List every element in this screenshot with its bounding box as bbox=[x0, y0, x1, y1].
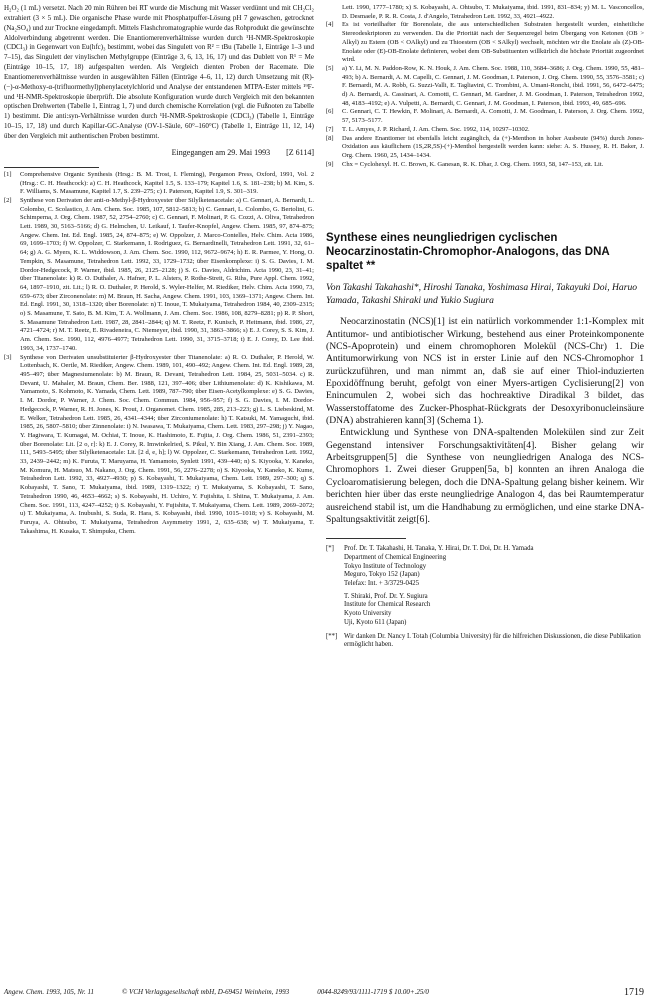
reference-item bbox=[4, 171, 314, 197]
address-line: Telefax: Int. + 3/3729-0425 bbox=[344, 580, 420, 588]
page-number: 1719 bbox=[624, 986, 644, 998]
footer-code: 0044-8249/93/1111-1719 $ 10.00+.25/0 bbox=[317, 988, 429, 996]
received-code: [Z 6114] bbox=[286, 147, 314, 157]
footnote-acknowledgement bbox=[326, 633, 644, 650]
footnote-mark: [*] bbox=[326, 545, 334, 553]
body-paragraph-2: Entwicklung und Synthese von DNA-spaltenden Molekülen sind zur Zeit Gegenstand intensiver Forschungsaktivitäten[4]. Bisher gelang wir Arbeitsgruppen[5] die Synthese von neungliedrigen Analoga des NCS-Chromophors 1. Zwei dieser Gruppen[5a, b] konnten an ihren Analoga die Cycloaromatisierung belegen, doch die DNA-Spaltung gelang bisher keinem. Wir berichten hier über das erste neungliedrige Analogon 4, das bei Raumtemperatur ausreichend stabil ist, um die Handhabung zu ermöglichen, und eine starke DNA-Spaltungsaktivität zeigt[6]. bbox=[326, 427, 644, 525]
address-line: Tokyo Institute of Technology bbox=[344, 562, 427, 570]
reference-item bbox=[4, 197, 314, 354]
footnote-address bbox=[326, 554, 644, 628]
footnote-authors bbox=[326, 545, 644, 554]
footnote-divider bbox=[326, 538, 406, 539]
reference-text: Chx = Cyclohexyl. H. C. Brown, K. Ganesan, R. K. Dhar, J. Org. Chem. 1993, 58, 147–153, zit. Lit. bbox=[342, 160, 604, 168]
experimental-text: H₂O₂ (1 mL) versetzt. Nach 20 min Rühren bei RT wurde die Mischung mit Wasser verdünnt und mit CH₂Cl₂ extrahiert (3 × 5 mL). Die organische Phase wurde mit Phosphatpuffer-Lösung pH 7 gewaschen, getrocknet (Na₂SO₄) und zur Trockne eingedampft. Mittels Flashchromatographie wurde das Rohprodukt die gewünschte Aldolverbindung abgetrennt werden. Die Enantiomerenverhältnisse wurden durch ¹H-NMR-Spektroskopie (CDCl₃) in Gegenwart von Eu(hfc)₃ bestimmt, wobei das Singulett von R² = tBu (Tabelle 1, Einträge 1–3 und 7–15), das Singulett der vinylischen Methylgruppe (Einträge 3, 6, 13, 16, 17) und das Dublett von R¹ = Me (Einträge 10–15, 17, 18) aufgespalten werden. Als Vergleich dienten Proben der Racemate. Die Enantiomerenverhältnisse wurden in ausgewählten Fällen (Einträge 4–6, 11, 12) durch Umsetzung mit (R)-(−)-α-Methoxy-α-(trifluormethyl)phenylacetylchlorid und Analyse der entstandenen MTPA-Ester mittels ¹⁹F- und ¹H-NMR-Spektroskopie überprüft. Die absolute Konfiguration wurde durch Vergleich mit den bekannten optischen Drehwerten (Tabelle 1, Eintrag 1, 7) und durch chemische Korrelation (vgl. die Fußnoten zu Tabelle 1) bestimmt. Die anti:syn-Verhältnisse wurden durch ¹H-NMR-Spektroskopie (CDCl₃) (Tabelle 1, Einträge 10–15, 17, 18) und durch Kapillar-GC-Analyse (OV-1-Säule, 60°–160°C) (Tabelle 1, Einträge 11, 12, 14) über den Vergleich mit authentischen Proben bestimmt. bbox=[4, 4, 314, 140]
reference-number: [7] bbox=[326, 125, 334, 133]
references-divider bbox=[4, 167, 99, 168]
body-paragraph-1: Neocarzinostatin (NCS)[1] ist ein natürlich vorkommender 1:1-Komplex mit Antitumor- und antibiotischer Wirkung, bestehend aus einer Proteinkomponente (NCS-Apoprotein) und einem chromophoren Molekül (NCS-Chr) 1. Die Antitumorwirkung von NCS ist in erster Linie auf den NCS-Chromophor 1 zurückzuführen, und man nimmt an, daß sie auf einer Thiol-induzierten Epoxidöffnung beruht, gefolgt von einer Myers-artigen Cyclisierung[2] von Enincumulen 2, wobei sich das hochreaktive Diradikal 3 bildet, das Wasserstoffatome des Zucker-Phosphat-Rückgrats der Desoxyribonucleinsäure (DNA) abstrahieren kann[3] (Schema 1). bbox=[326, 316, 644, 427]
address-line: Meguro, Tokyo 152 (Japan) bbox=[344, 571, 420, 579]
received-line bbox=[4, 148, 314, 157]
address-line: Institute for Chemical Research bbox=[344, 601, 431, 609]
reference-item bbox=[326, 126, 644, 135]
reference-text: Es ist vorteilhafter für Borenolate, die aus unterschiedlichen Substraten hergestellt wurden, einheitliche Stereodeskriptoren zu verwenden. Da die Priorität nach der Sequenzregel beim Übergang von Ketonen (OB > Alkyl) zu Estern (OB < OAlkyl) und zu Thioestern (OB < SAlkyl) wechselt, möchten wir die Enolate als (Z)-OB-Enolate oder (E)-OB-Enolate definieren, wobei dem OB-Substituenten willkürlich die höchste Priorität zugeordnet wird. bbox=[342, 21, 644, 64]
footer-journal: Angew. Chem. 1993, 105, Nr. 11 bbox=[4, 988, 94, 996]
reference-number: [6] bbox=[326, 108, 334, 116]
reference-item bbox=[326, 65, 644, 109]
reference-text: C. Gennari, C. T. Hewkin, F. Molinari, A. Bernardi, A. Comotti, J. M. Goodman, I. Paterson, J. Org. Chem. 1992, 57, 5173–5177. bbox=[342, 108, 644, 125]
reference-number: [1] bbox=[4, 170, 12, 178]
right-column bbox=[326, 4, 644, 650]
reference-item bbox=[326, 135, 644, 161]
address-line: Department of Chemical Engineering bbox=[344, 553, 447, 561]
address-line: T. Shiraki, Prof. Dr. Y. Sugiura bbox=[344, 592, 428, 600]
reference-text: Das andere Enantiomer ist ebenfalls leicht zugänglich, da (+)-Menthon in hoher Ausbeute (94%) durch Jones-Oxidation aus käuflichem (1S,2R,5S)-(+)-Menthol hergestellt werden kann: siehe: A. S. Hussey, R. H. Baker, J. Org. Chem. 1960, 25, 1434–1434. bbox=[342, 134, 644, 159]
reference-number: [9] bbox=[326, 160, 334, 168]
reference-number: [5] bbox=[326, 64, 334, 72]
reference-item bbox=[326, 108, 644, 125]
footnote-line: Prof. Dr. T. Takahashi, H. Tanaka, Y. Hirai, Dr. T. Doi, Dr. H. Yamada bbox=[344, 545, 534, 553]
reference-number: [3] bbox=[4, 353, 12, 361]
article-authors: Von Takashi Takahashi*, Hiroshi Tanaka, Yoshimasa Hirai, Takayuki Doi, Haruo Yamada, Takashi Shiraki und Yukio Sugiura bbox=[326, 282, 638, 306]
reference-text: Synthese von Derivaten unsubstituierter β-Hydroxyester über Titanenolate: a) R. O. Duthaler, P. Herold, W. Lottenbach, K. Oertle, M. Riediker, Angew. Chem. 1989, 101, 490–492; Angew. Chem. Int. Ed. Engl. 1989, 28, 495–497; über Magnesiumenolate: b) M. Braun, R. Devant, Tetrahedron Lett. 1984, 25, 5031–5034. c) R. Devant, U. Mahaler, M. Braun, Chem. Ber. 1988, 121, 397–406; über Lithiumenolate: d) K. Kishikawa, M. Yamamoto, S. Kohmoto, K. Yamada, Chem. Lett. 1989, 787–790; über Eisen-Acetylkomplexe: e) S. G. Davies, I. M. Dordor, P. Warner, J. Chem. Soc. Chem. Commun. 1984, 956–957; f) S. G. Davies, I. M. Dordor-Hedgecock, P. Warner, R. H. Jones, K. Prout, J. Organomet. Chem. 1985, 285, 213–223; g) L. S. Liebeskind, M. E. Welker, Tetrahedron Lett. 1985, 26, 4341–4344; über Zirconiumenolate: h) T. Katsuki, M. Yamaguchi, ibid. 1985, 26, 5807–5810; über Zinnenolate: i) N. Iwasawa, T. Mukaiyama, Chem. Lett. 1983, 297–298; j) Y. Nagao, Y. Hagiwara, T. Kumagai, M. Ochiai, T. Inoue, K. Hashimoto, E. Fujita, J. Org. Chem. 1986, 51, 2391–2393; über Borenolate: Lit. [2 o, r]: k) E. J. Corey, R. Imwinkelried, S. Pikul, Y. Bin Xiang, J. Am. Chem. Soc. 1989, 111, 5493–5495; über Silylketenacetale: Lit. [2 d, e, h]; l) W. Oppolzer, C. Starkemann, Tetrahedron Lett. 1992, 33, 2439–2442; m) K. Furuta, T. Maruyama, H. Yamamoto, Synlett 1991, 439–440; n) S. Kiyooka, Y. Kaneko, M. Komura, H. Matsuo, M. Nakano, J. Org. Chem. 1991, 56, 2276–2278; o) S. Kiyooka, Y. Kaneko, K. Kume, Tetrahedron Lett. 1992, 33, 4927–4930; p) S. Kobayashi, T. Mukaiyama, Chem. Lett. 1989, 297–300; q) S. Kobayashi, T. Sano, T. Mukaiyama, ibid. 1989, 1319–1322; r) T. Mukaiyama, S. Kobayashi, T. Sano, Tetrahedron 1990, 46, 4653–4662; s) S. Kobayashi, H. Uchiro, Y. Fujishita, I. Shiina, T. Mukaiyama, J. Am. Chem. Soc. 1991, 113, 4247–4252; t) S. Kobayashi, Y. Fujishita, T. Mukaiyama, Chem. Lett. 1989, 2069–2072; u) T. Mukaiyama, A. Inubushi, S. Suda, R. Hara, S. Kobayashi, ibid. 1990, 1015–1018; v) S. Kobayashi, M. Furuya, A. Ohtsubo, T. Mukaiyama, Tetrahedron Asymmetry 1991, 2, 635–638; w) T. Mukaiyama, T. Takashima, H. Kusaka, T. Shimpuku, Chem. bbox=[20, 353, 314, 535]
reference-item bbox=[326, 161, 644, 170]
reference-text: Lett. 1990, 1777–1780; x) S. Kobayashi, A. Ohtsubo, T. Mukaiyama, ibid. 1991, 831–834; y) M. L. Vasconcellos, D. Desmaele, P. R. R. Costa, J. d'Angelo, Tetrahedron Lett. 1992, 33, 4921–4922. bbox=[342, 4, 644, 20]
reference-number: [2] bbox=[4, 196, 12, 204]
reference-text: Comprehensive Organic Synthesis (Hrsg.: B. M. Trost, I. Fleming), Pergamon Press, Oxford, 1991, Vol. 2 (Hrsg.: C. H. Heathcock): a) C. H. Heathcock, Kapitel 1.5, S. 133–179; Kapitel 1.6, S. 181–238; b) M. Kim, S. F. Williams, S. Masamune, Kapitel 1.7, S. 239–275; c) I. Paterson, Kapitel 1.9, S. 301–319. bbox=[20, 170, 314, 196]
footnote-text: Wir danken Dr. Nancy I. Totah (Columbia University) für die hilfreichen Diskussionen, die diese Publikation ermöglicht haben. bbox=[344, 632, 641, 649]
footer-publisher: © VCH Verlagsgesellschaft mbH, D-69451 Weinheim, 1993 bbox=[121, 988, 290, 996]
reference-number: [8] bbox=[326, 134, 334, 142]
reference-item bbox=[326, 21, 644, 65]
reference-text: T. L. Amyes, J. P. Richard, J. Am. Chem. Soc. 1992, 114, 10297–10302. bbox=[342, 125, 530, 133]
reference-item bbox=[4, 354, 314, 537]
reference-number bbox=[326, 4, 342, 21]
reference-text: Synthese von Derivaten der anti-α-Methyl-β-Hydroxyester über Silylketenacetale: a) C. Gennari, A. Bernardi, L. Colombo, C. Scolastico, J. Am. Chem. Soc. 1985, 107, 5812–5813; b) C. Gennari, L. Colombo, G. Bertolini, G. Schimperna, J. Org. Chem. 1987, 52, 2754–2760; c) C. Gennari, F. Molinari, P. G. Cozzi, A. Oliva, Tetrahedron Lett. 1989, 30, 5163–5166; d) G. Helmchen, U. Leikauf, I. Taufer-Knopfel, Angew. Chem. 1985, 97, 874–875; Angew. Chem. Int. Ed. Engl. 1985, 24, 874–875; e) W. Oppolzer, J. Marco-Contelles, Helv. Chim. Acta 1986, 69, 1699–1703; f) W. Oppolzer, C. Starkemann, I. Rodriguez, G. Bernardinelli, Tetrahedron Lett. 1991, 32, 61–64; g) A. G. Myers, K. L. Widdowson, J. Am. Chem. Soc. 1990, 112, 9672–9674; h) E. R. Parmee, Y. Hong, O. Tempkin, S. Masamune, Tetrahedron Lett. 1992, 33, 1729–1732; über Eisenkomplexe: i) S. G. Davies, I. M. Dordor-Hedgecock, P. Warner, ibid. 1985, 26, 2125–2128; j) S. G. Davies, Aldrichim. Acta 1990, 23, 31–41; über Titanenolate: k) R. O. Duthaler, A. Hafner, P. L. Alsters, P. Rothe-Streit, G. Rihs, Pure Appl. Chem. 1992, 64, 1897–1910, zit. Lit.; l) R. O. Duthaler, P. Herold, S. Wyler-Helfer, M. Riediker, Helv. Chim. Acta 1990, 73, 659–673; über Zirconenolate: m) M. Braun, H. Sacha, Angew. Chem. 1991, 103, 1369–1371; Angew. Chem. Int. Ed. Engl. 1991, 30, 1318–1320; über Borenolate: n) T. Inoue, T. Mukaiyama, Tetrahedron 1984, 40, 2309–2315; o) S. Masamune, T. Sato, B. M. Kim, T. A. Wollmann, J. Am. Chem. Soc. 1986, 108, 8279–8281; p) R. P. Short, S. Masamune Tetrahedron Lett. 1987, 28, 2841–2844; q) M. T. Reetz, F. Kunisch, P. Heitmann, ibid. 1986, 27, 4721–4724; r) M. T. Reetz, E. Rivadeneira, C. Niemeyer, ibid. 1990, 31, 3863–3866; s) E. J. Corey, S. S. Kim, J. Am. Chem. Soc. 1990, 112, 4976–4977; Tetrahedron Lett. 1990, 31, 3715–3718; t) E. J. Corey, D. Lee ibid. 1993, 34, 1737–1740. bbox=[20, 196, 314, 352]
references-left bbox=[4, 171, 314, 537]
page-footer bbox=[4, 985, 644, 999]
address-line: Uji, Kyoto 611 (Japan) bbox=[344, 618, 407, 626]
spacer bbox=[326, 169, 644, 231]
article-title: Synthese eines neungliedrigen cyclischen Neocarzinostatin-Chromophor-Analogons, das DNA spaltet ** bbox=[326, 232, 610, 273]
reference-item bbox=[326, 4, 644, 21]
footnote-mark: [**] bbox=[326, 632, 338, 640]
reference-number: [4] bbox=[326, 21, 334, 29]
reference-text: a) Y. Li, M. N. Paddon-Row, K. N. Houk, J. Am. Chem. Soc. 1988, 110, 3684–3686; J. Org. Chem. 1990, 55, 481–493; b) A. Bernardi, A. M. Capelli, C. Gennari, J. M. Goodman, I. Paterson, J. Org. Chem. 1990, 55, 3576–3581; c) F. Bernardi, M. A. Robb, G. Suzzi-Valli, E. Tagliavini, C. Trombini, A. Umani-Ronchi, ibid. 1991, 56, 6472–6475; d) A. Bernardi, A. Cassinari, A. Comotti, C. Gennari, M. Gardner, J. M. Goodman, I. Paterson, Tetrahedron 1992, 48, 4183–4192; e) A. Vulpetti, A. Bernardi, C. Gennari, J. M. Goodman, I. Paterson, ibid. 1993, 49, 685–696. bbox=[342, 64, 644, 107]
address-line: Kyoto University bbox=[344, 610, 392, 618]
received-date: Eingegangen am 29. Mai 1993 bbox=[171, 147, 271, 157]
references-right bbox=[326, 4, 644, 169]
left-column bbox=[4, 4, 314, 536]
